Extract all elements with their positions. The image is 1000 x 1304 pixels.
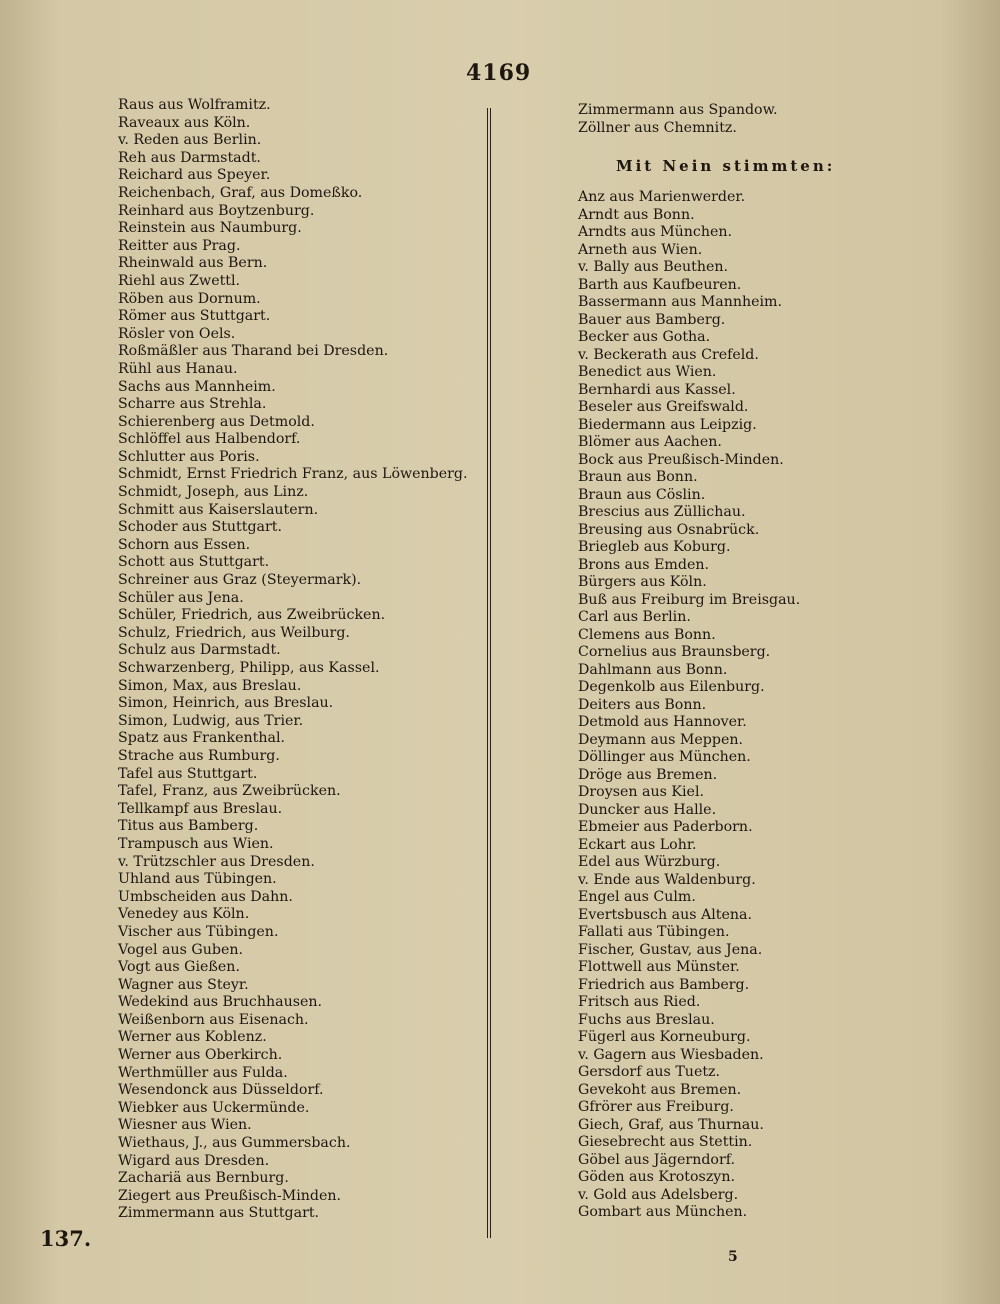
name-entry: Schmidt, Ernst Friedrich Franz, aus Löwenberg. [118, 466, 468, 483]
name-entry: Schorn aus Essen. [118, 536, 251, 553]
name-entry: Schmidt, Joseph, aus Linz. [118, 484, 309, 501]
name-entry: Bauer aus Bamberg. [578, 311, 726, 328]
name-entry: Simon, Ludwig, aus Trier. [118, 712, 304, 729]
name-entry: Sachs aus Mannheim. [118, 378, 276, 395]
name-entry: Göbel aus Jägerndorf. [578, 1151, 735, 1168]
name-entry: Schulz aus Darmstadt. [118, 642, 281, 659]
name-entry: Droysen aus Kiel. [578, 784, 705, 800]
name-entry: Gfrörer aus Freiburg. [578, 1099, 734, 1115]
name-entry: Umbscheiden aus Dahn. [118, 888, 293, 905]
name-entry: Arndts aus München. [578, 224, 733, 240]
name-entry: Werthmüller aus Fulda. [118, 1064, 288, 1081]
name-entry: Trampusch aus Wien. [118, 835, 274, 852]
name-entry: Wiebker aus Uckermünde. [118, 1099, 310, 1116]
name-entry: v. Beckerath aus Crefeld. [578, 346, 759, 363]
name-entry: Strache aus Rumburg. [118, 747, 280, 764]
section-heading: Mit Nein stimmten: [616, 157, 836, 175]
name-entry: Brons aus Emden. [578, 556, 709, 573]
name-entry: Giech, Graf, aus Thurnau. [578, 1116, 764, 1133]
name-entry: Cornelius aus Braunsberg. [578, 644, 771, 660]
name-entry: Buß aus Freiburg im Breisgau. [578, 591, 801, 608]
name-entry: v. Bally aus Beuthen. [578, 259, 729, 275]
name-entry: Wedekind aus Bruchhausen. [118, 994, 323, 1011]
name-entry: Wagner aus Steyr. [118, 976, 249, 993]
name-entry: Raveaux aus Köln. [118, 114, 251, 131]
signature-mark: 137. [40, 1226, 92, 1251]
column-divider-rule [487, 108, 491, 1238]
name-entry: Titus aus Bamberg. [118, 818, 259, 835]
name-entry: Döllinger aus München. [578, 749, 751, 765]
name-entry: Schüler aus Jena. [118, 589, 244, 606]
name-entry: Schierenberg aus Detmold. [118, 413, 315, 430]
name-entry: Roßmäßler aus Tharand bei Dresden. [118, 343, 389, 360]
right-column [578, 102, 898, 1222]
name-entry: Rheinwald aus Bern. [118, 255, 268, 272]
name-entry: Friedrich aus Bamberg. [578, 976, 750, 993]
name-entry: Detmold aus Hannover. [578, 714, 747, 730]
name-entry: Schmitt aus Kaiserslautern. [118, 501, 319, 518]
name-entry: Tafel, Franz, aus Zweibrücken. [118, 783, 341, 800]
name-entry: Fügerl aus Korneuburg. [578, 1029, 751, 1045]
name-entry: Schott aus Stuttgart. [118, 554, 270, 571]
name-entry: Edel aus Würzburg. [578, 854, 721, 870]
name-entry: Clemens aus Bonn. [578, 626, 716, 643]
name-entry: Engel aus Culm. [578, 889, 696, 905]
name-entry: Scharre aus Strehla. [118, 396, 267, 413]
name-entry: Römer aus Stuttgart. [118, 308, 271, 325]
name-entry: Wigard aus Dresden. [118, 1152, 270, 1169]
name-entry: Bock aus Preußisch-Minden. [578, 451, 784, 468]
name-entry: Gombart aus München. [578, 1204, 748, 1220]
name-entry: Tafel aus Stuttgart. [118, 765, 258, 782]
name-entry: Schreiner aus Graz (Steyermark). [118, 572, 362, 589]
name-entry: Vischer aus Tübingen. [118, 923, 279, 940]
name-entry: Breusing aus Osnabrück. [578, 521, 760, 538]
name-entry: Dahlmann aus Bonn. [578, 661, 728, 678]
name-entry: v. Reden aus Berlin. [118, 132, 262, 149]
name-entry: Eckart aus Lohr. [578, 836, 697, 853]
name-entry: Vogel aus Guben. [118, 941, 243, 958]
name-entry: Reichenbach, Graf, aus Domeßko. [118, 184, 363, 201]
name-entry: Reichard aus Speyer. [118, 167, 271, 184]
name-entry: Benedict aus Wien. [578, 364, 717, 380]
name-entry: v. Trützschler aus Dresden. [118, 853, 315, 870]
name-entry: Vogt aus Gießen. [118, 959, 240, 976]
sheet-number: 5 [728, 1249, 738, 1265]
name-entry: Deymann aus Meppen. [578, 731, 743, 748]
name-entry: Deiters aus Bonn. [578, 696, 707, 713]
name-entry: Wiethaus, J., aus Gummersbach. [118, 1135, 351, 1152]
name-entry: Zöllner aus Chemnitz. [578, 119, 737, 136]
name-entry: v. Gagern aus Wiesbaden. [578, 1046, 764, 1063]
name-entry: Gevekoht aus Bremen. [578, 1081, 742, 1098]
name-entry: Bürgers aus Köln. [578, 574, 707, 590]
name-entry: Dröge aus Bremen. [578, 766, 718, 783]
name-entry: Reinstein aus Naumburg. [118, 220, 302, 237]
name-entry: Fritsch aus Ried. [578, 994, 701, 1010]
name-entry: Arndt aus Bonn. [578, 206, 695, 223]
name-entry: Weißenborn aus Eisenach. [118, 1011, 309, 1028]
name-entry: Wesendonck aus Düsseldorf. [118, 1082, 324, 1099]
name-entry: Evertsbusch aus Altena. [578, 906, 752, 923]
name-entry: Flottwell aus Münster. [578, 959, 740, 975]
name-entry: Uhland aus Tübingen. [118, 871, 277, 888]
name-entry: Raus aus Wolframitz. [118, 97, 271, 113]
name-entry: Blömer aus Aachen. [578, 434, 722, 450]
name-entry: Schüler, Friedrich, aus Zweibrücken. [118, 607, 386, 624]
name-entry: Spatz aus Frankenthal. [118, 730, 286, 747]
name-entry: Schlöffel aus Halbendorf. [118, 431, 301, 448]
left-column [118, 97, 478, 1223]
name-entry: Simon, Heinrich, aus Breslau. [118, 695, 334, 712]
name-entry: Braun aus Cöslin. [578, 486, 706, 503]
name-entry: Arneth aus Wien. [578, 241, 703, 258]
name-entry: Zimmermann aus Spandow. [578, 102, 778, 118]
name-entry: Gersdorf aus Tuetz. [578, 1064, 721, 1080]
name-entry: Reh aus Darmstadt. [118, 149, 261, 166]
name-entry: Duncker aus Halle. [578, 801, 717, 818]
name-entry: v. Gold aus Adelsberg. [578, 1186, 739, 1203]
name-entry: Rühl aus Hanau. [118, 360, 238, 377]
name-entry: Biedermann aus Leipzig. [578, 416, 757, 433]
name-entry: Zimmermann aus Stuttgart. [118, 1205, 320, 1222]
name-entry: Ebmeier aus Paderborn. [578, 819, 753, 835]
name-entry: Reinhard aus Boytzenburg. [118, 202, 315, 219]
name-entry: Röben aus Dornum. [118, 290, 261, 307]
name-entry: Brescius aus Züllichau. [578, 504, 746, 520]
name-entry: Schlutter aus Poris. [118, 448, 260, 465]
name-entry: Beseler aus Greifswald. [578, 399, 749, 415]
name-entry: Wiesner aus Wien. [118, 1117, 252, 1134]
name-entry: Riehl aus Zwettl. [118, 272, 241, 289]
name-entry: Degenkolb aus Eilenburg. [578, 679, 765, 695]
name-entry: Fuchs aus Breslau. [578, 1011, 715, 1028]
name-entry: Venedey aus Köln. [118, 906, 250, 923]
name-entry: Giesebrecht aus Stettin. [578, 1134, 753, 1150]
page-number: 4169 [466, 60, 532, 86]
name-entry: Briegleb aus Koburg. [578, 539, 731, 555]
name-entry: Braun aus Bonn. [578, 469, 698, 485]
name-entry: Bernhardi aus Kassel. [578, 381, 736, 398]
name-entry: Fallati aus Tübingen. [578, 924, 730, 940]
name-entry: Rösler von Oels. [118, 325, 236, 342]
name-entry: Ziegert aus Preußisch-Minden. [118, 1187, 342, 1204]
name-entry: Zachariä aus Bernburg. [118, 1170, 289, 1187]
name-entry: Fischer, Gustav, aus Jena. [578, 941, 763, 958]
name-entry: Barth aus Kaufbeuren. [578, 276, 742, 293]
name-entry: Werner aus Oberkirch. [118, 1047, 283, 1064]
name-entry: Reitter aus Prag. [118, 237, 241, 254]
name-entry: Becker aus Gotha. [578, 329, 711, 345]
name-entry: v. Ende aus Waldenburg. [578, 871, 756, 888]
name-entry: Bassermann aus Mannheim. [578, 294, 783, 310]
name-entry: Werner aus Koblenz. [118, 1029, 267, 1046]
name-entry: Simon, Max, aus Breslau. [118, 677, 302, 694]
name-entry: Tellkampf aus Breslau. [118, 800, 283, 817]
right-column-continuation [578, 102, 898, 137]
name-entry: Carl aus Berlin. [578, 609, 691, 625]
name-entry: Göden aus Krotoszyn. [578, 1169, 735, 1185]
name-entry: Schoder aus Stuttgart. [118, 519, 282, 536]
name-entry: Schulz, Friedrich, aus Weilburg. [118, 624, 350, 641]
name-entry: Schwarzenberg, Philipp, aus Kassel. [118, 660, 380, 676]
nay-voters-list [578, 189, 898, 1222]
name-entry: Anz aus Marienwerder. [578, 189, 746, 205]
